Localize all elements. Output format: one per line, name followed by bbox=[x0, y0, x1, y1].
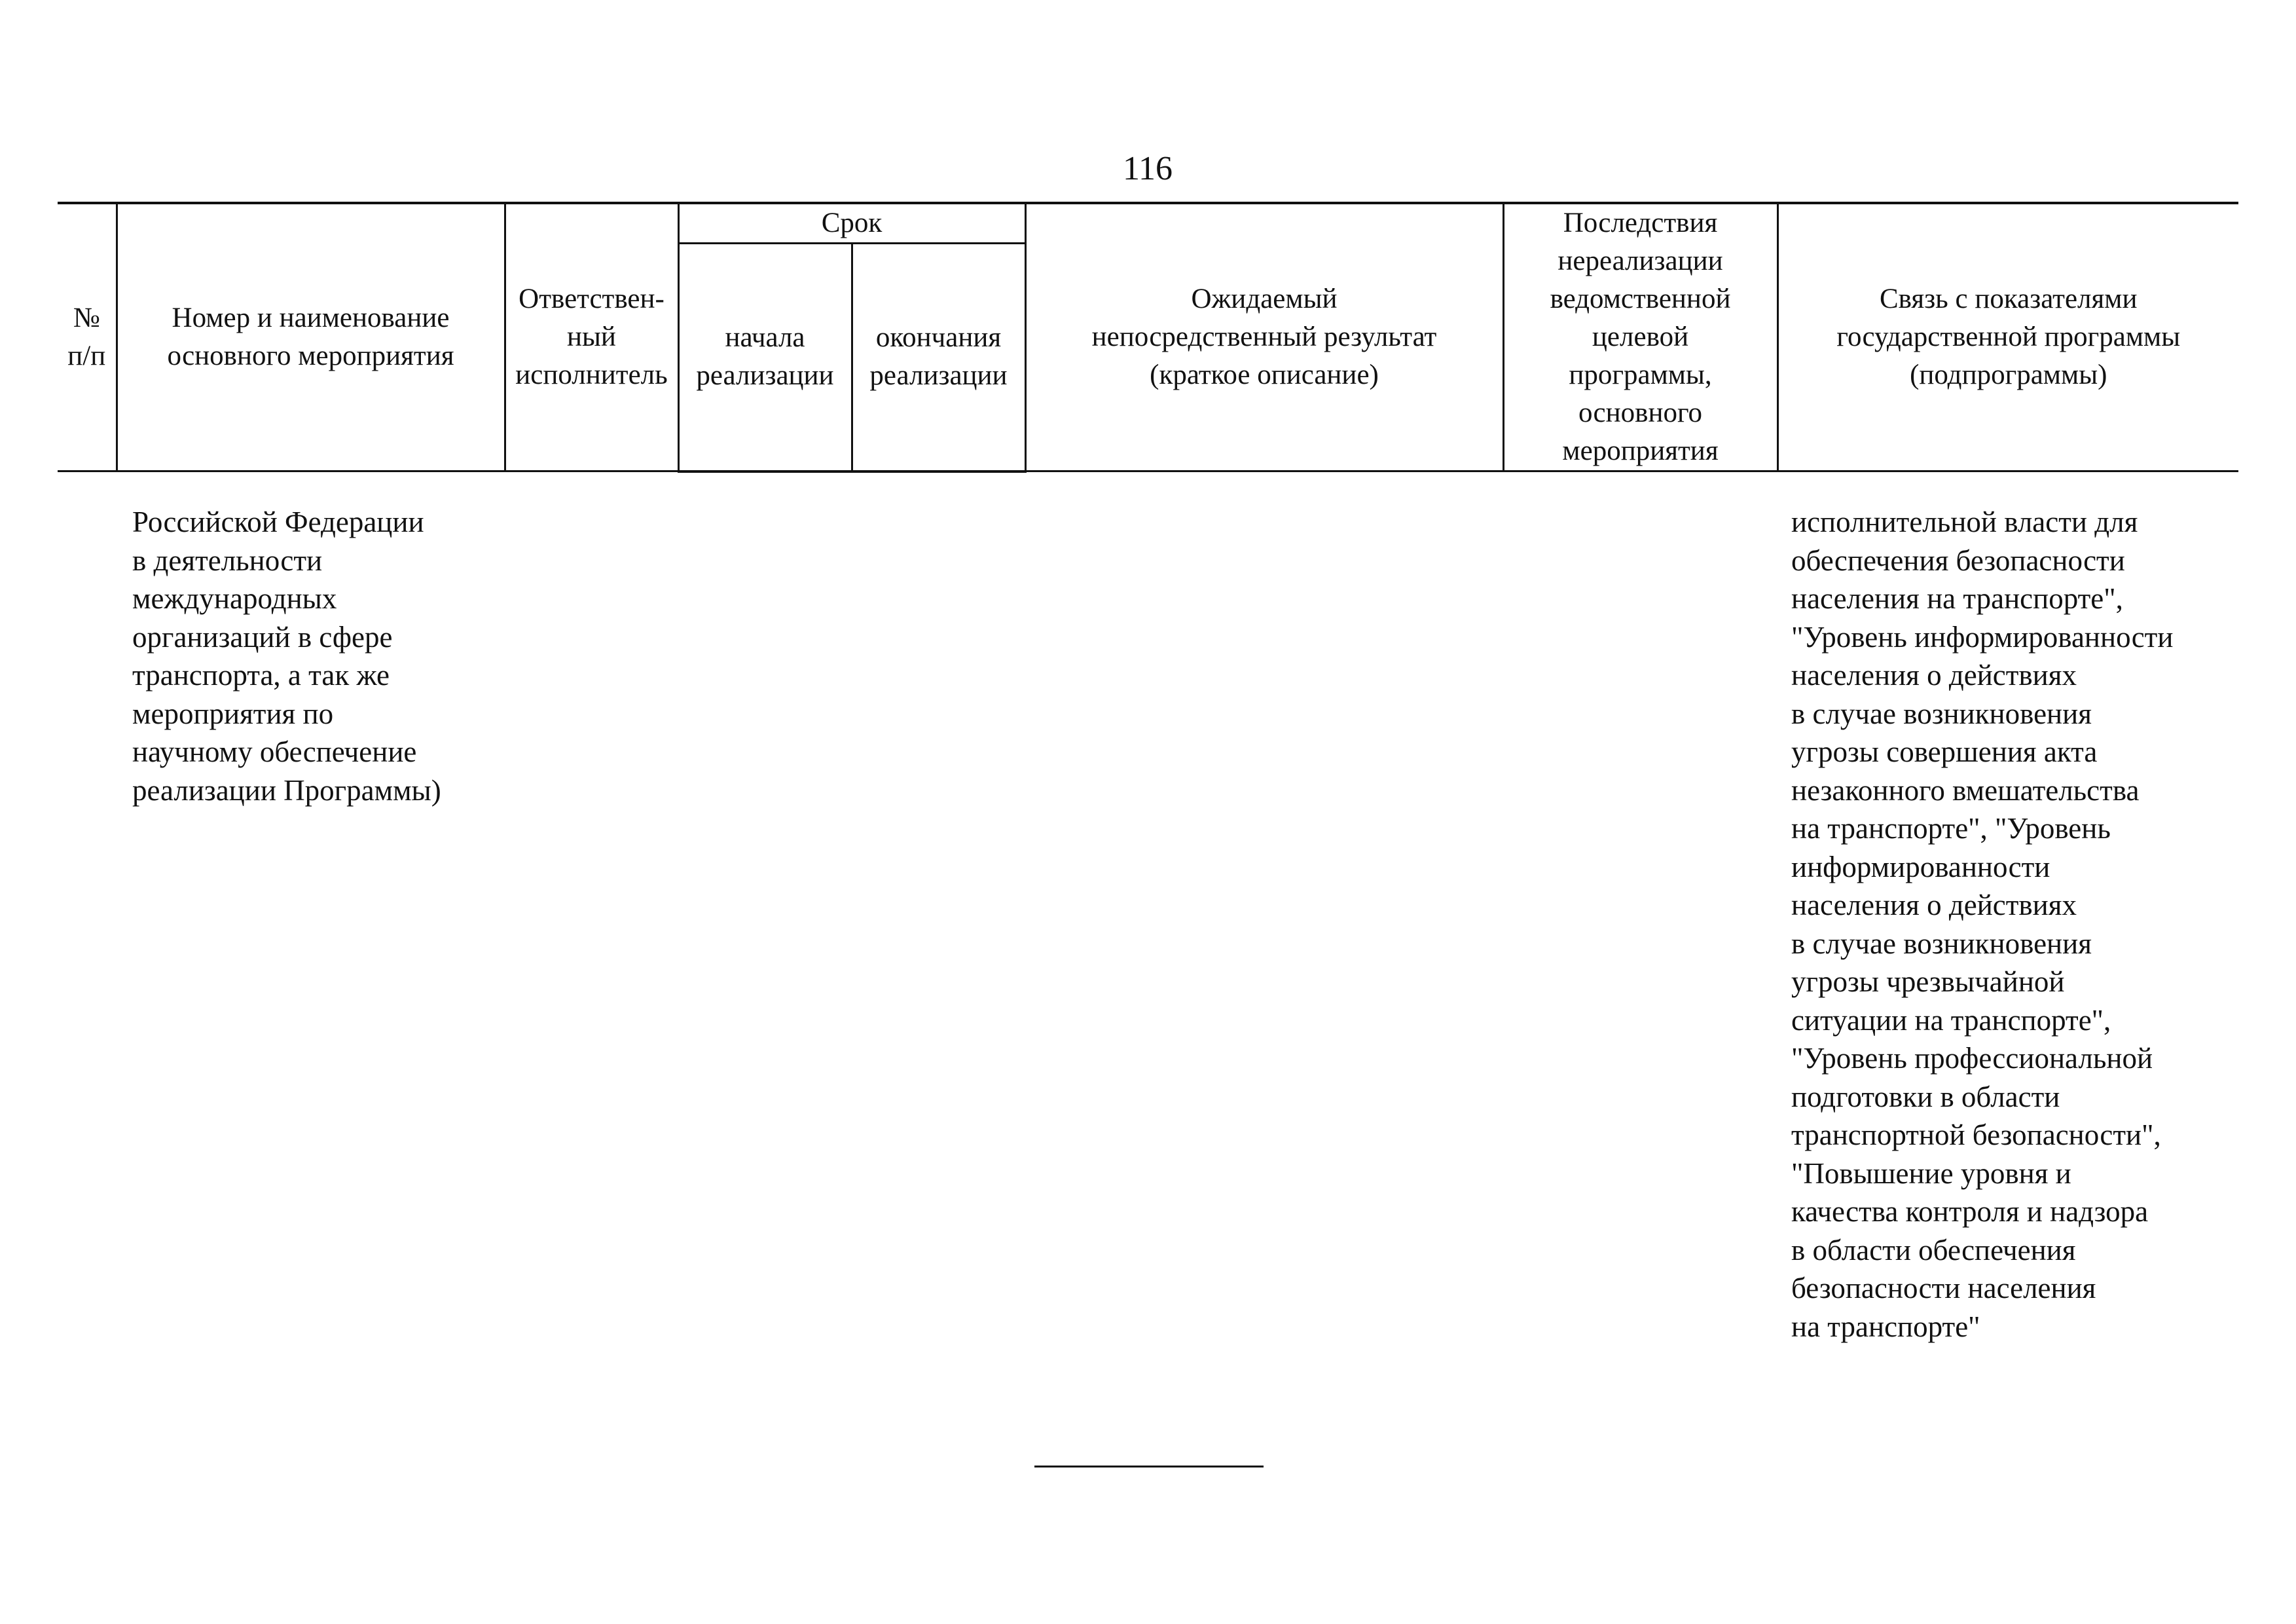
header-executor-label: Ответствен- ный исполнитель bbox=[515, 284, 668, 390]
header-term-label: Срок bbox=[821, 208, 883, 238]
header-start-label: начала реализации bbox=[696, 322, 834, 392]
header-consequences-label: Последствия нереализации ведомственной целевой программы, основного мероприятия bbox=[1550, 208, 1731, 466]
header-cell-name bbox=[117, 203, 505, 471]
header-cell-executor bbox=[505, 203, 678, 471]
header-cell-link bbox=[1777, 203, 2238, 471]
header-end-label: окончания реализации bbox=[869, 322, 1008, 392]
end-of-table-rule bbox=[1034, 1466, 1264, 1467]
header-result-label: Ожидаемый непосредственный результат (краткое описание) bbox=[1091, 284, 1437, 390]
header-number-label: № п/п bbox=[67, 303, 106, 371]
activity-name-continuation: Российской Федерации в деятельности международных организаций в сфере транспорта, а так же мероприятия по научному обеспечение реализации Программы) bbox=[132, 506, 441, 807]
header-link-label: Связь с показателями государственной программы (подпрограммы) bbox=[1836, 284, 2181, 390]
header-cell-number bbox=[58, 203, 117, 471]
table-header bbox=[58, 202, 2238, 473]
header-cell-start bbox=[678, 244, 852, 471]
header-cell-term bbox=[678, 203, 1025, 244]
header-name-label: Номер и наименование основного мероприятия bbox=[167, 303, 454, 371]
indicator-link-continuation: исполнительной власти для обеспечения безопасности населения на транспорте", "Уровень информированности населения о действиях в случае возникновения угрозы совершения акта незаконного вмешательства на транспорте", "Уровень информированности населения о действиях в случае возникновения угрозы чрезвычайной ситуации на транспорте", "Уровень профессиональной подготовки в области транспортной безопасности", "Повышение уровня и качества контроля и надзора в области обеспечения безопасности населения на транспорте" bbox=[1791, 506, 2174, 1343]
header-cell-result bbox=[1025, 203, 1503, 471]
header-cell-consequences bbox=[1503, 203, 1777, 471]
header-cell-end bbox=[852, 244, 1025, 471]
page-number: 116 bbox=[1122, 150, 1173, 187]
